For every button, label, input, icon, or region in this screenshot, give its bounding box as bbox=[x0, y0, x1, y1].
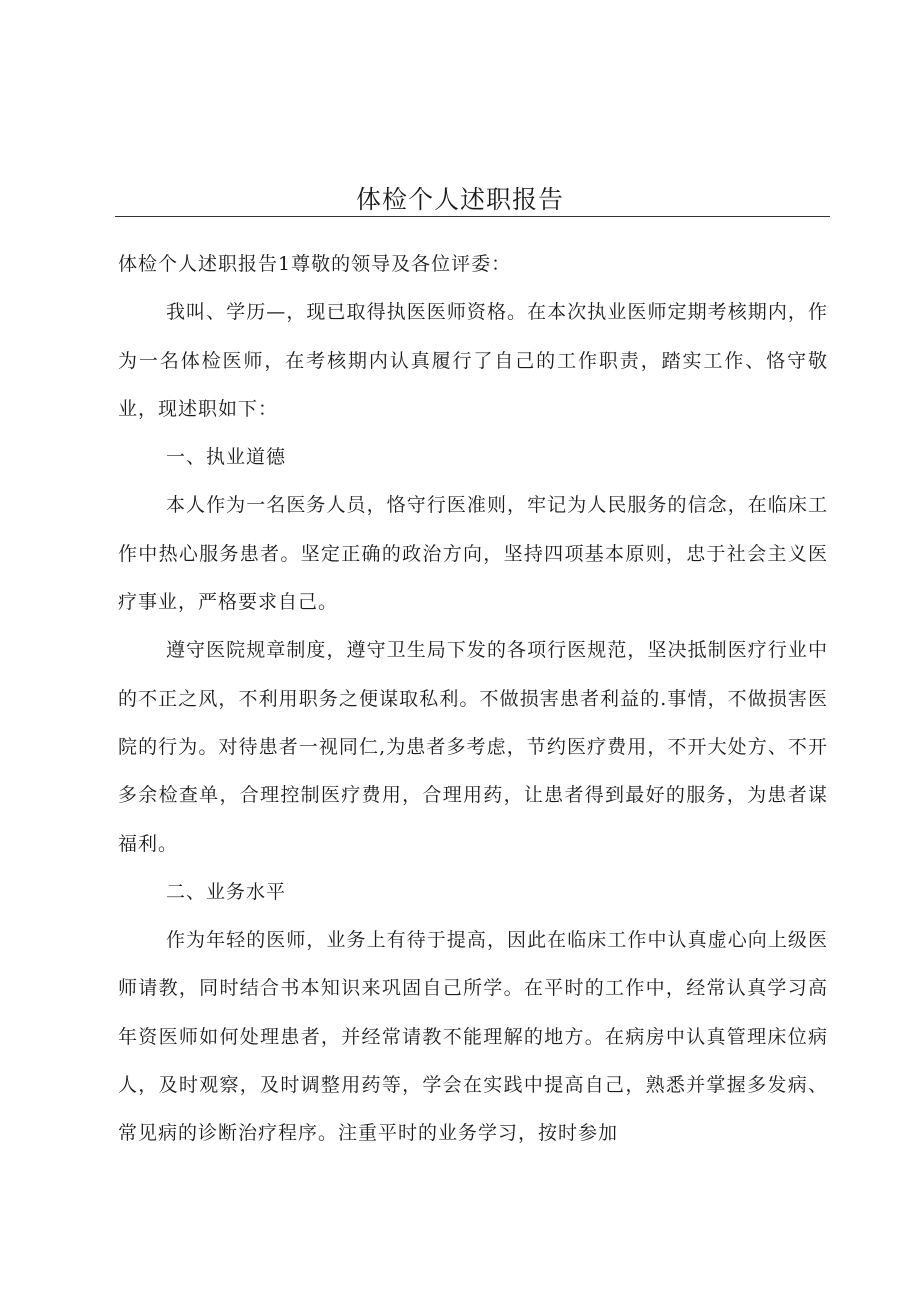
opening-line: 体检个人述职报告1尊敬的领导及各位评委： bbox=[118, 253, 512, 275]
paragraph-ethics-1: 本人作为一名医务人员，恪守行医准则，牢记为人民服务的信念，在临床工作中热心服务患者。坚定正确的政治方向，坚持四项基本原则，忠于社会主义医疗事业，严格要求自己。 bbox=[118, 494, 828, 614]
title-underline bbox=[115, 216, 830, 217]
paragraph-intro: 我叫、学历—，现已取得执医医师资格。在本次执业医师定期考核期内，作为一名体检医师，在考核期内认真履行了自己的工作职责，踏实工作、恪守敬业，现述职如下： bbox=[118, 301, 828, 420]
section-heading-skills: 二、业务水平 bbox=[166, 880, 287, 903]
document-body bbox=[118, 240, 828, 1158]
section-heading-ethics: 一、执业道德 bbox=[166, 446, 287, 469]
document-title: 体检个人述职报告 bbox=[355, 185, 564, 214]
paragraph-ethics-2: 遵守医院规章制度，遵守卫生局下发的各项行医规范，坚决抵制医疗行业中的不正之风，不利用职务之便谋取私利。不做损害患者利益的.事情，不做损害医院的行为。对待患者一视同仁,为患者多考虑，节约医疗费用，不开大处方、不开多余检查单，合理控制医疗费用，合理用药，让患者得到最好的服务，为患者谋福利。 bbox=[118, 639, 828, 855]
paragraph-skills-1: 作为年轻的医师，业务上有待于提高，因此在临床工作中认真虚心向上级医师请教，同时结合书本知识来巩固自己所学。在平时的工作中，经常认真学习高年资医师如何处理患者，并经常请教不能理解的地方。在病房中认真管理床位病人，及时观察，及时调整用药等，学会在实践中提高自己，熟悉并掌握多发病、常见病的诊断治疗程序。注重平时的业务学习，按时参加 bbox=[118, 929, 828, 1145]
